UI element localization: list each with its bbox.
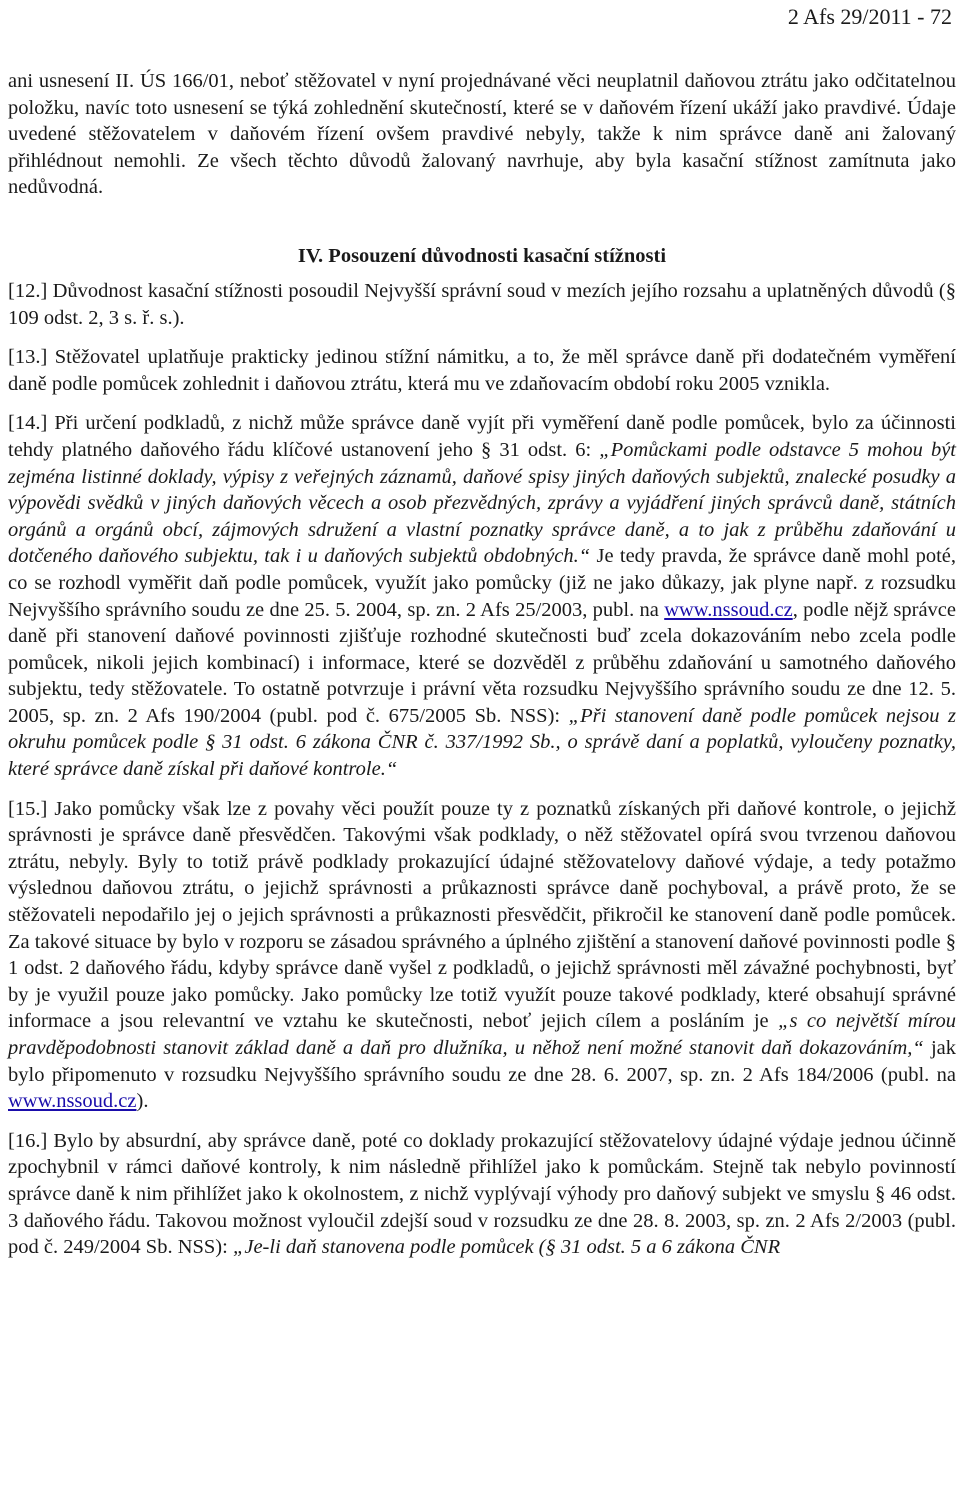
paragraph-16-quote: „Je-li daň stanovena podle pomůcek (§ 31 odst. 5 a 6 zákona ČNR <box>232 1236 781 1259</box>
nssoud-link[interactable]: www.nssoud.cz <box>664 598 793 621</box>
document-body <box>8 68 956 1274</box>
paragraph-15-text-c: jak bylo připomenuto v rozsudku Nejvyššího správního soudu ze dne 28. 6. 2007, sp. zn. 2 Afs 184/2006 (publ. na <box>8 1037 957 1086</box>
intro-paragraph: ani usnesení II. ÚS 166/01, neboť stěžovatel v nyní projednávané věci neuplatnil daňovou ztrátu jako odčitatelnou položku, navíc toto usnesení se týká zohlednění skutečností, které se v daňovém řízení ukáží jako pravdivé. Údaje uvedené stěžovatelem v daňovém řízení ovšem pravdivé nebyly, takže k nim správce daně ani žalovaný přihlédnout nemohli. Ze všech těchto důvodů žalovaný navrhuje, aby byla kasační stížnost zamítnuta jako nedůvodná. <box>8 70 956 199</box>
paragraph-12: [12.] Důvodnost kasační stížnosti posoudil Nejvyšší správní soud v mezích jejího rozsahu a uplatněných důvodů (§ 109 odst. 2, 3 s. ř. s.). <box>8 279 956 329</box>
nssoud-link[interactable]: www.nssoud.cz <box>8 1090 137 1113</box>
paragraph-14-text-d: , podle nějž správce daně při stanovení daňové povinnosti zjišťuje rozhodné skutečnosti buď zcela dokazováním nebo zcela podle pomůcek, nikoli jejich kombinací) i informace, které se dozvěděl z průběhu zdaňování u samotného daňového subjektu, tedy stěžovatele. To ostatně potvrzuje i právní věta rozsudku Nejvyššího správního soudu ze dne 12. 5. 2005, sp. zn. 2 Afs 190/2004 (publ. pod č. 675/2005 Sb. NSS): <box>8 598 956 727</box>
page-header-reference: 2 Afs 29/2011 - 72 <box>787 4 952 29</box>
paragraph-15-text-a: [15.] Jako pomůcky však lze z povahy věci použít pouze ty z poznatků získaných při daňové kontrole, o jejichž správnosti je správce daně přesvědčen. Takovými však podklady, o něž stěžovatel opírá svou tvrzenou daňovou ztrátu, nebyly. Byly to totiž právě podklady prokazující údajné stěžovatelovy daňové výdaje, a tedy potažmo výslednou daňovou ztrátu, o jejichž správnosti a průkaznosti správce daně pochyboval, a právě proto, že se stěžovateli nepodařilo jej o jejich správnosti a průkaznosti přesvědčit, přikročil ke stanovení daně podle pomůcek. Za takové situace by bylo v rozporu se zásadou správného a úplného zjištění a stanovení daňové povinnosti podle § 1 odst. 2 daňového řádu, kdyby správce daně vyšel z podkladů, o jejichž správnosti měl závažné pochybnosti, byť by je využil pouze jako pomůcky. Jako pomůcky lze totiž využít pouze takové podklady, které obsahují správné informace a jsou relevantní ve vztahu ke skutečnosti, neboť jejich cílem a posláním je <box>8 797 956 1033</box>
paragraph-14-quote-1: „Pomůckami podle odstavce 5 mohou být zejména listinné doklady, výpisy z veřejných záznamů, daňové spisy jiných daňových subjektů, znalecké posudky a výpovědi svědků v jiných daňových věcech a osob přezvědných, zprávy a vyjádření jiných správců daně, státních orgánů a orgánů obcí, zájmových sdružení a vlastní poznatky správce daně, a to jak z průběhu zdaňování u dotčeného daňového subjektu, tak i u daňových subjektů obdobných.“ <box>8 438 956 568</box>
paragraph-16-text-a: [16.] Bylo by absurdní, aby správce daně, poté co doklady prokazující stěžovatelovy údajné výdaje jednou účinně zpochybnil v rámci daňové kontroly, k nim následně přihlížel jako k pomůckám. Stejně tak nebylo povinností správce daně k nim přihlížet jako k okolnostem, z nichž vyplývají výhody pro daňový subjekt ve smyslu § 46 odst. 3 daňového řádu. Takovou možnost vyloučil zdejší soud v rozsudku ze dne 28. 8. 2003, sp. zn. 2 Afs 2/2003 (publ. pod č. 249/2004 Sb. NSS): <box>8 1129 956 1259</box>
paragraph-14 <box>8 410 956 782</box>
paragraph-15 <box>8 796 956 1115</box>
paragraph-14-text-c: Je tedy pravda, že správce daně mohl poté, co se rozhodl vyměřit daň podle pomůcek, využít jako pomůcky (již ne jako důkazy, jak plyne např. z rozsudku Nejvyššího správního soudu ze dne 25. 5. 2004, sp. zn. 2 Afs 25/2003, publ. na <box>8 545 956 621</box>
section-heading: IV. Posouzení důvodnosti kasační stížnosti <box>297 244 667 267</box>
paragraph-14-quote-2: „Při stanovení daně podle pomůcek nejsou z okruhu pomůcek podle § 31 odst. 6 zákona ČNR č. 337/1992 Sb., o správě daní a poplatků, vyloučeny poznatky, které správce daně získal při daňové kontrole.“ <box>8 704 956 781</box>
paragraph-13: [13.] Stěžovatel uplatňuje prakticky jedinou stížní námitku, a to, že měl správce daně při dodatečném vyměření daně podle pomůcek zohlednit i daňovou ztrátu, která mu ve zdaňovacím období roku 2005 vznikla. <box>8 346 956 395</box>
paragraph-15-quote: „s co největší mírou pravděpodobnosti stanovit základ daně a daň pro dlužníka, u něhož není možné stanovit daň dokazováním,“ <box>8 1010 957 1059</box>
paragraph-15-text-d: ). <box>136 1090 149 1113</box>
paragraph-16 <box>8 1128 956 1261</box>
paragraph-14-text-a: [14.] Při určení podkladů, z nichž může správce daně vyjít při vyměření daně podle pomůcek, bylo za účinnosti tehdy platného daňového řádu klíčové ustanovení jeho § 31 odst. 6: <box>8 412 956 461</box>
